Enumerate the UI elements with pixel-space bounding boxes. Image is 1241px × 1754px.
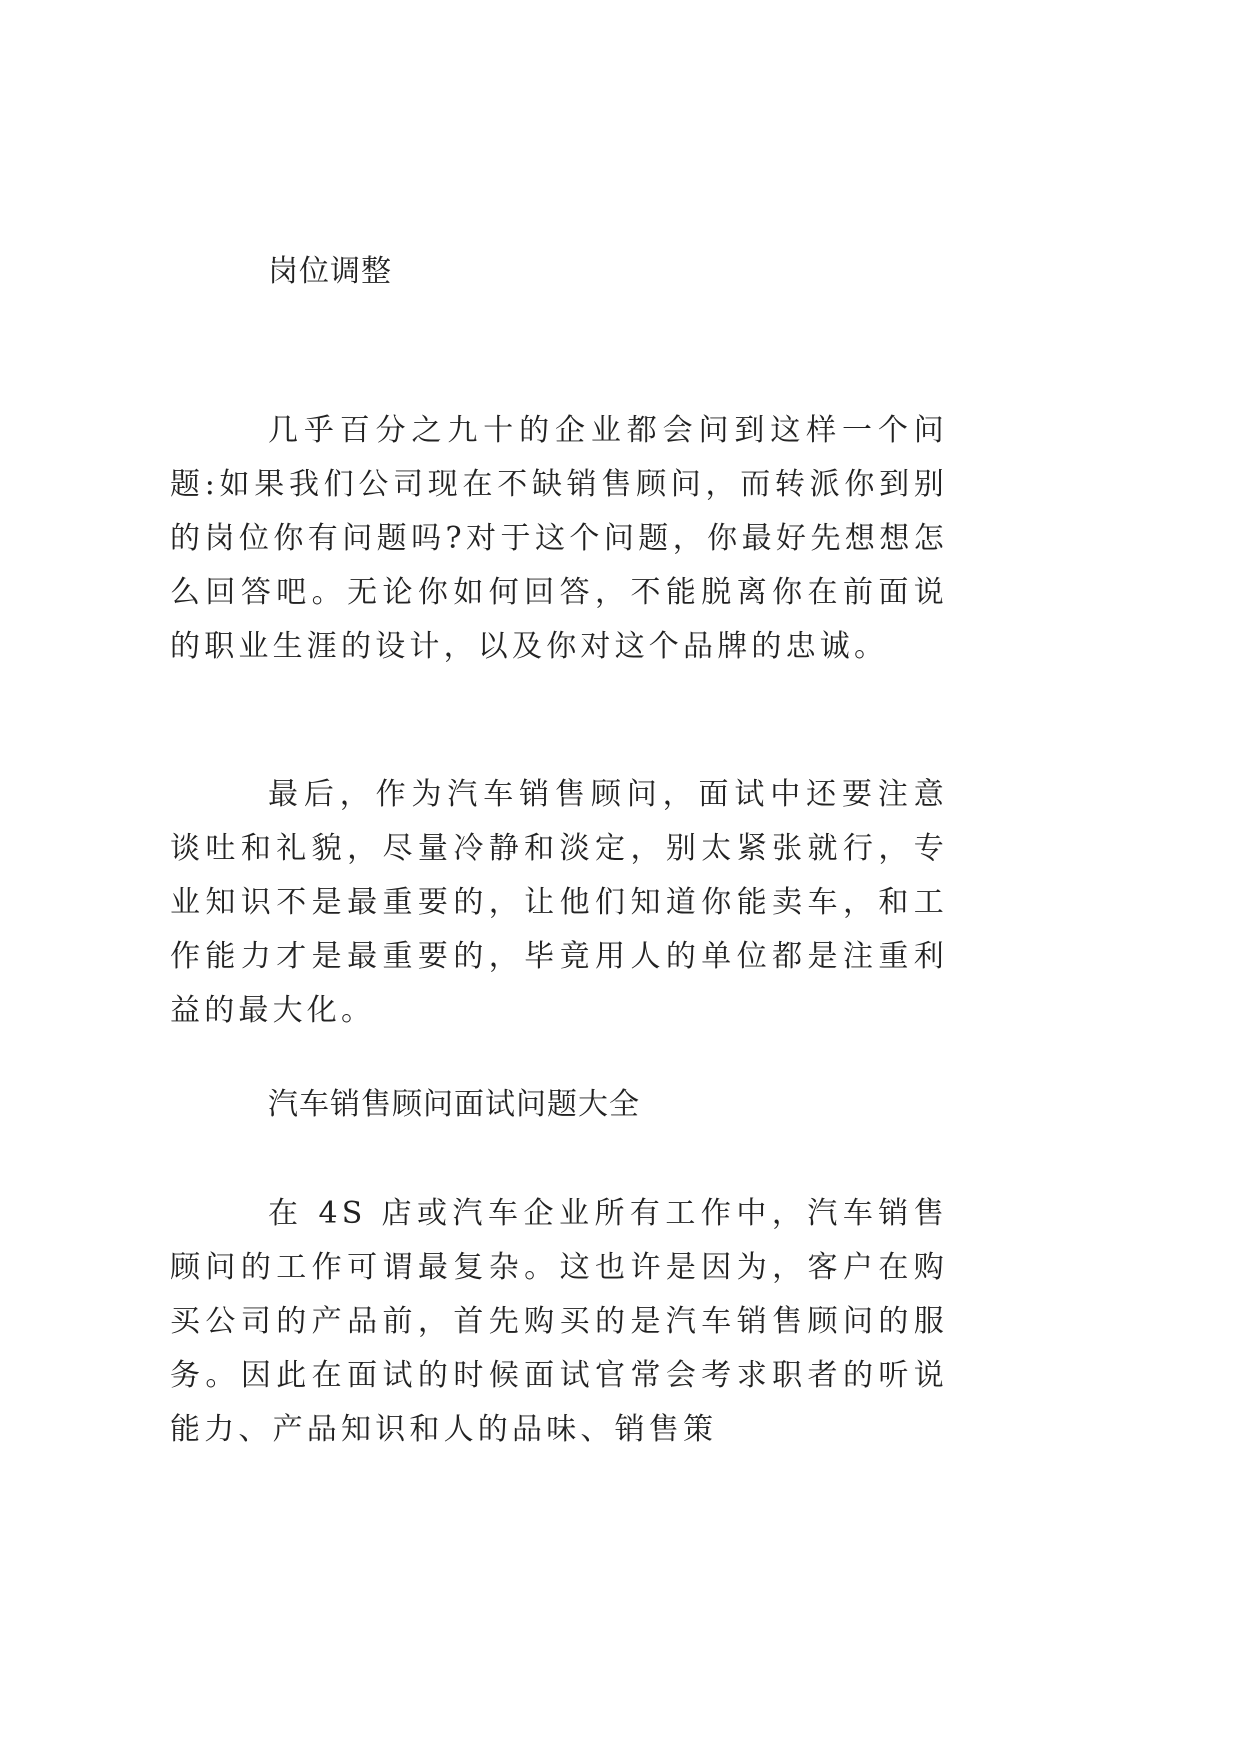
paragraph-interview-questions: 在 4S 店或汽车企业所有工作中，汽车销售顾问的工作可谓最复杂。这也许是因为，客户在购买公司的产品前，首先购买的是汽车销售顾问的服务。因此在面试的时候面试官常会考求职者的听说能力、产品知识和人的品味、销售策 (170, 1196, 948, 1447)
section-heading-position-adjustment: 岗位调整 (268, 254, 392, 289)
paragraph-interview-etiquette: 最后，作为汽车销售顾问，面试中还要注意谈吐和礼貌，尽量冷静和淡定，别太紧张就行，专业知识不是最重要的，让他们知道你能卖车，和工作能力才是最重要的，毕竟用人的单位都是注重利益的最大化。 (170, 777, 948, 1028)
section-heading-interview-questions: 汽车销售顾问面试问题大全 (268, 1087, 640, 1122)
paragraph-position-adjustment: 几乎百分之九十的企业都会问到这样一个问题:如果我们公司现在不缺销售顾问，而转派你到别的岗位你有问题吗?对于这个问题，你最好先想想怎么回答吧。无论你如何回答，不能脱离你在前面说的职业生涯的设计，以及你对这个品牌的忠诚。 (170, 413, 948, 664)
